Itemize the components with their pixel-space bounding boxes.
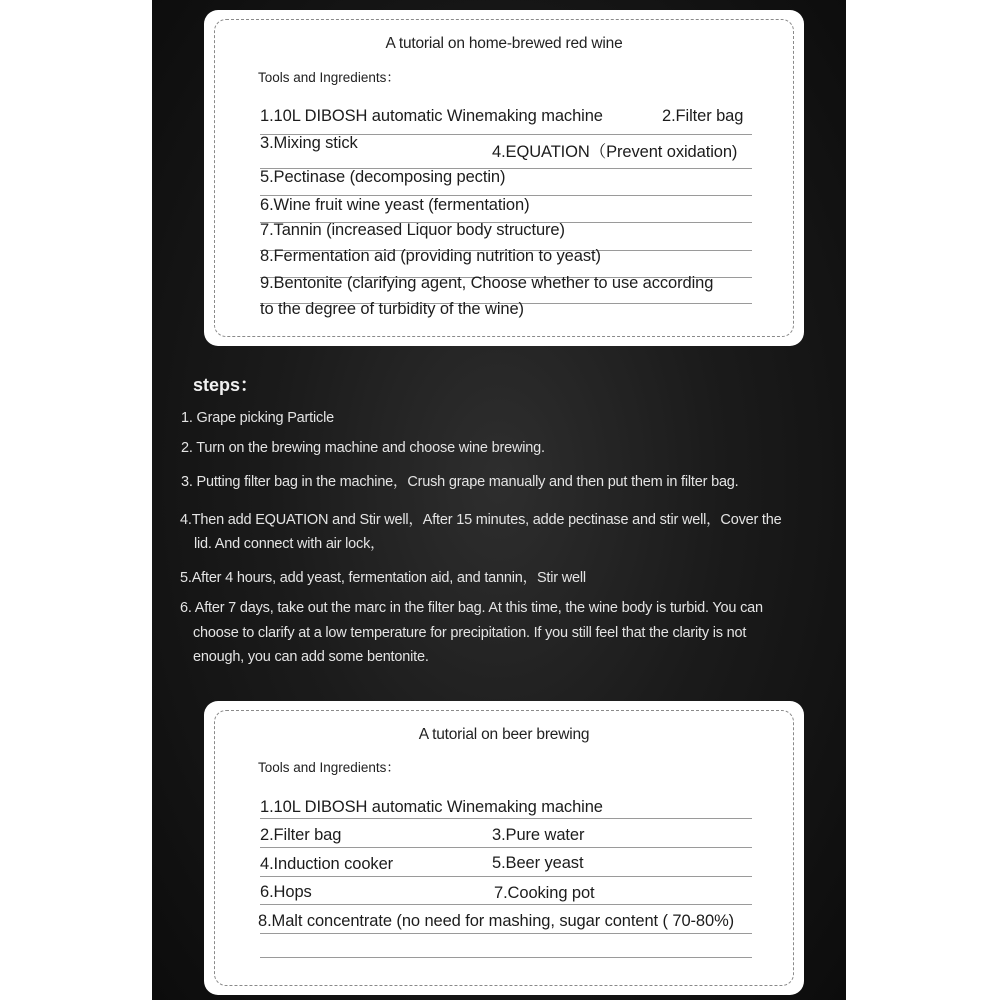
divider <box>260 876 752 877</box>
ingredient-item: 1.10L DIBOSH automatic Winemaking machine <box>260 107 603 125</box>
divider <box>260 818 752 819</box>
step-line: 1. Grape picking Particle <box>181 410 334 426</box>
tools-label: Tools and Ingredients： <box>258 70 400 85</box>
divider <box>260 933 752 934</box>
step-line: 6. After 7 days, take out the marc in the filter bag. At this time, the wine body is turbid. You can <box>180 600 763 616</box>
tools-label: Tools and Ingredients： <box>258 760 400 775</box>
wine-tutorial-card <box>204 10 804 346</box>
step-line: lid. And connect with air lock， <box>194 536 385 552</box>
ingredient-item: 5.Beer yeast <box>492 854 584 872</box>
ingredient-item: 4.Induction cooker <box>260 855 394 873</box>
step-line: 5.After 4 hours, add yeast, fermentation aid, and tannin，Stir well <box>180 570 586 586</box>
ingredient-item: 2.Filter bag <box>662 107 744 125</box>
ingredient-item: 3.Pure water <box>492 826 585 844</box>
beer-tutorial-card <box>204 701 804 995</box>
ingredient-item: 7.Tannin (increased Liquor body structure) <box>260 221 565 239</box>
ingredient-item: 8.Malt concentrate (no need for mashing, sugar content ( 70-80%) <box>258 912 735 930</box>
card-title: A tutorial on beer brewing <box>418 726 590 743</box>
card-title: A tutorial on home-brewed red wine <box>385 35 623 52</box>
ingredient-item: 3.Mixing stick <box>260 134 358 152</box>
ingredient-item: 6.Wine fruit wine yeast (fermentation) <box>260 196 530 214</box>
ingredient-item: 1.10L DIBOSH automatic Winemaking machine <box>260 798 603 816</box>
dark-background-panel <box>152 0 846 1000</box>
ingredient-item: 8.Fermentation aid (providing nutrition to yeast) <box>260 247 601 265</box>
divider <box>260 847 752 848</box>
ingredient-item: 2.Filter bag <box>260 826 342 844</box>
divider <box>260 904 752 905</box>
ingredient-item: 7.Cooking pot <box>494 884 595 902</box>
ingredient-item: 6.Hops <box>260 883 312 901</box>
step-line: choose to clarify at a low temperature for precipitation. If you still feel that the clarity is not <box>193 625 747 641</box>
step-line: 2. Turn on the brewing machine and choose wine brewing. <box>181 440 545 456</box>
divider <box>260 957 752 958</box>
ingredient-item: 5.Pectinase (decomposing pectin) <box>260 168 506 186</box>
ingredient-item: 9.Bentonite (clarifying agent, Choose whether to use according <box>260 274 714 292</box>
card-dashed-border <box>214 710 794 986</box>
step-line: enough, you can add some bentonite. <box>193 649 429 665</box>
step-line: 4.Then add EQUATION and Stir well，After 15 minutes, adde pectinase and stir well，Cover the <box>180 512 782 528</box>
ingredient-item: 4.EQUATION（Prevent oxidation) <box>492 143 738 161</box>
steps-heading: steps： <box>193 375 259 395</box>
step-line: 3. Putting filter bag in the machine，Crush grape manually and then put them in filter bag. <box>181 474 739 490</box>
ingredient-item-continued: to the degree of turbidity of the wine) <box>260 300 524 318</box>
